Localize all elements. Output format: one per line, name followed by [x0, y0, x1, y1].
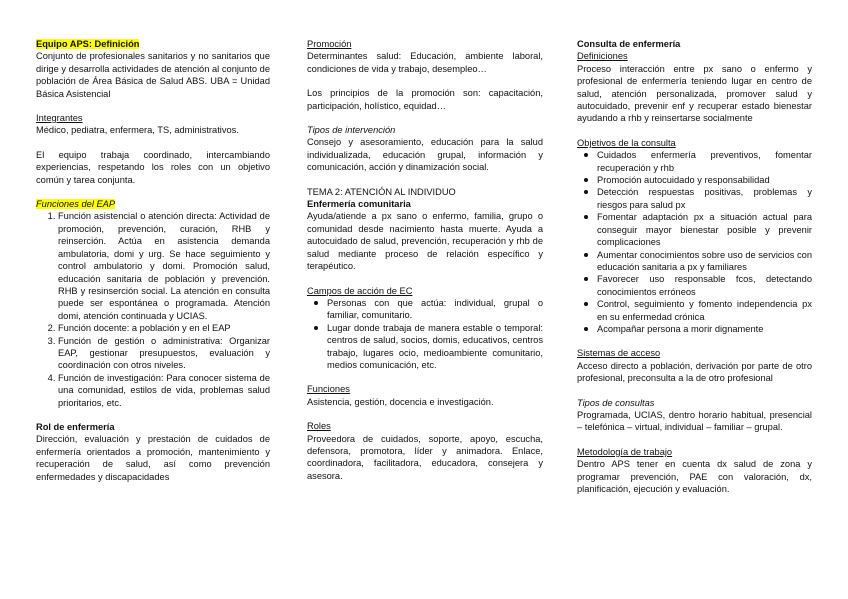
tipos-intervencion-text: Consejo y asesoramiento, educación para la salud individualizada, educación grupal, información y comunicación, acción y dinamización social. [307, 137, 543, 173]
equipo-aps-title: Equipo APS: Definición [36, 39, 140, 49]
promocion-heading: Promoción [307, 39, 352, 49]
metodologia-text: Dentro APS tener en cuenta dx salud de zona y programar prevención, PAE con valoración, dx, planificación, ejecución y evaluación. [577, 459, 812, 494]
tema-2-heading: TEMA 2: ATENCIÓN AL INDIVIDUO [307, 186, 456, 197]
list-item: Fomentar adaptación px a situación actual para conseguir mayor bienestar posible y prevenir complicaciones [597, 212, 812, 248]
tipos-consultas-heading: Tipos de consultas [577, 397, 655, 408]
sistemas-acceso-heading: Sistemas de acceso [577, 348, 661, 359]
list-item: Favorecer uso responsable fcos, detectando conocimientos erróneos [597, 274, 812, 297]
list-item: Control, seguimiento y fomento independencia px en su enfermedad crónica [597, 299, 812, 322]
list-item: Acompañar persona a morir dignamente [597, 323, 812, 335]
funciones-text: Asistencia, gestión, docencia e investigación. [307, 396, 494, 407]
list-item: 1. Función asistencial o atención directa: Actividad de promoción, prevención, curación, RHB y reinserción. Actúa en asistencia demanda ambulatoria, domi y urg. Se hace seguimiento y control ambulatorio y domi. Promoción salud, educación sanitaria de población y prevención. RHB y resinserción social. La atención en consulta puede ser espontánea o programada. Atención domi, atención continuada y UCIAS. [58, 210, 270, 322]
list-item: 4. Función de investigación: Para conocer sistema de una comunidad, estilos de vida, problemas salud prioritarios, etc. [58, 372, 270, 409]
campos-list [307, 297, 543, 371]
promocion-text: Determinantes salud: Educación, ambiente laboral, condiciones de vida y trabajo, desempleo… [307, 51, 543, 74]
list-item: 2. Función docente: a población y en el EAP [58, 322, 270, 334]
metodologia-heading: Metodología de trabajo [577, 446, 673, 457]
enfermeria-comunitaria-text: Ayuda/atiende a px sano o enfermo, familia, grupo o comunidad desde nacimiento hasta muerte. Ayuda a autocuidado de salud, prevención, recuperación y rhb de salud mediante proceso de relación específico y terapéutico. [307, 211, 543, 272]
integrantes-text: Médico, pediatra, enfermera, TS, administrativos. [36, 125, 239, 136]
sistemas-acceso-text: Acceso directo a población, derivación por parte de otro profesional, preconsulta a la de otro profesional [577, 360, 812, 384]
objetivos-heading: Objetivos de la consulta [577, 137, 676, 148]
roles-heading: Roles [307, 421, 331, 432]
funciones-eap-heading: Funciones del EAP [36, 199, 116, 210]
tipos-consultas-text: Programada, UCIAS, dentro horario habitual, presencial – telefónica – virtual, individual – familiar – grupal. [577, 409, 812, 433]
funciones-heading: Funciones [307, 384, 350, 395]
definiciones-text: Proceso interacción entre px sano o enfermo y profesional de enfermería teniendo lugar en centro de salud, atención personalizada, promover salud y autocuidado, prevenir enf y recuperar estado bienestar ayudando a rhb y reinsertarse socialmente [577, 63, 812, 124]
enfermeria-comunitaria-heading: Enfermería comunitaria [307, 199, 411, 210]
integrantes-heading: Integrantes [36, 113, 83, 124]
objetivos-list [577, 149, 812, 335]
list-item: Promoción autocuidado y responsabilidad [597, 174, 812, 186]
column-1 [36, 38, 270, 483]
funciones-eap-list [36, 210, 270, 409]
roles-text: Proveedora de cuidados, soporte, apoyo, escucha, defensora, promotora, líder y animadora. Enlace, coordinadora, facilitadora, educadora, consejera y asesora. [307, 433, 543, 481]
rol-enfermeria-text: Dirección, evaluación y prestación de cuidados de enfermería orientados a promoción, mantenimiento y recuperación de salud, así como prevención enfermedades y discapacidades [36, 434, 270, 482]
rol-enfermeria-heading: Rol de enfermería [36, 421, 115, 432]
list-item: Lugar donde trabaja de manera estable o temporal: centros de salud, socios, domis, educativos, centros trabajo, lugares ocio, medioambiente comunitario, medios comunicación, etc. [327, 322, 543, 370]
equipo-aps-definition: Conjunto de profesionales sanitarios y no sanitarios que dirige y desarrolla actividades de atención al conjunto de población de Área Básica de Salud ABS. UBA = Unidad Básica Asistencial [36, 51, 270, 99]
list-item: 3. Función de gestión o administrativa: Organizar EAP, gestionar presupuestos, evaluación y coordinación con otros niveles. [58, 335, 270, 372]
equipo-text: El equipo trabaja coordinado, intercambiando experiencias, respetando los roles con un objetivo común y tarea conjunta. [36, 149, 270, 185]
principios-text: Los principios de la promoción son: capacitación, participación, holístico, equidad… [307, 88, 543, 111]
list-item: Detección respuestas positivas, problemas y riesgos para salud px [597, 187, 812, 210]
tipos-intervencion-heading: Tipos de intervención [307, 125, 396, 136]
column-2 [307, 38, 543, 482]
list-item: Cuidados enfermería preventivos, fomentar recuperación y rhb [597, 150, 812, 173]
definiciones-heading: Definiciones [577, 51, 628, 62]
campos-heading: Campos de acción de EC [307, 285, 413, 296]
list-item: Aumentar conocimientos sobre uso de servicios con educación sanitaria a px y familiares [597, 249, 812, 272]
list-item: Personas con que actúa: individual, grupal o familiar, comunitario. [327, 297, 543, 321]
consulta-heading: Consulta de enfermería [577, 39, 681, 49]
column-3 [577, 38, 812, 495]
